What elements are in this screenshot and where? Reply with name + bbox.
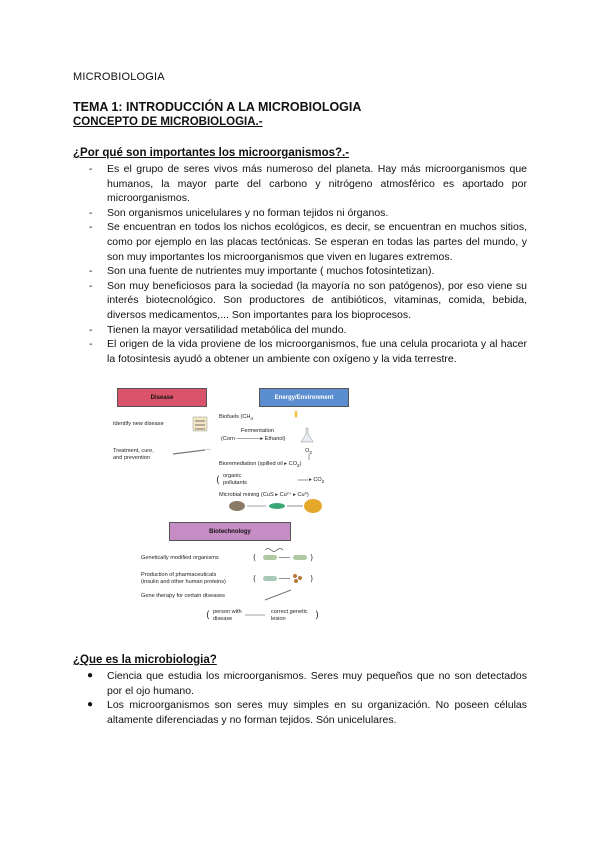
svg-text:): ) (315, 610, 319, 621)
list-item (73, 206, 527, 221)
person-with-disease-label: person with disease (213, 609, 242, 622)
bullet-mark: - (89, 323, 93, 336)
correct-lesion-label: correct genetic lesion (271, 609, 308, 622)
organic-co2-subscript: 2 (321, 479, 325, 485)
bullet-mark: - (89, 338, 93, 351)
list-item-text: Los microorganismos son seres muy simples en su organización. No poseen células altamente diferenciadas y no forman tejidos. Són unicelulares. (107, 699, 527, 726)
o2-text: O (305, 448, 310, 454)
cell-icon (263, 555, 277, 560)
fermentation-label: Fermentation (241, 428, 274, 434)
list-item (73, 323, 527, 338)
ore-rock-icon (229, 501, 245, 511)
bioremediation-label: Bioremediation (spilled oil ▸ $CO_2$) (219, 461, 302, 469)
list-item-text: El origen de la vida proviene de los microorganismos, fue una celula procariota y al hacer la fotosintesis ayudó a obtener un ambiente con oxígeno y la vida terrestre. (107, 338, 527, 365)
bullet-mark: - (89, 265, 93, 278)
biofuels-text: Biofuels (CH (219, 414, 251, 420)
importance-list (73, 162, 527, 366)
list-item-text: Se encuentran en todos los nichos ecológicos, es decir, se encuentran en muchos sitios, como por ejemplo en las placas tectónicas. Se esperan en todas las partes del mundo, y son muy importantes los microorganismos que viven en lugares extremos. (107, 221, 527, 263)
list-item-text: Son organismos unicelulares y no forman tejidos ni órganos. (107, 206, 389, 219)
definition-list (73, 669, 527, 727)
page-title: TEMA 1: INTRODUCCIÓN A LA MICROBIOLOGIA (73, 100, 362, 114)
o2-label (305, 448, 312, 457)
biofuels-subscript: 4 (250, 416, 253, 422)
copper-pile-icon (304, 499, 322, 513)
microbe-mat-icon (269, 503, 285, 509)
bullet-mark: ● (87, 699, 94, 711)
corn-ethanol-label: (Corn ──────▸ Ethanol) (221, 436, 286, 442)
syringe-icon (173, 450, 205, 454)
bioremediation-subscript: 2 (297, 463, 300, 469)
svg-text:(: ( (206, 610, 210, 621)
list-item (73, 337, 527, 366)
document-label: MICROBIOLOGIA (73, 71, 165, 83)
dna-icon (265, 549, 283, 552)
list-item (73, 698, 527, 727)
list-item (73, 264, 527, 279)
bullet-mark: - (89, 206, 93, 219)
list-item-text: Son muy beneficiosos para la sociedad (la mayoría no son patógenos), por eso viene su interés biotecnológico. Son productores de antibióticos, vitaminas, comida, bebida, diversos medicamentos,... Son importantes para los bioprocesos. (107, 279, 527, 321)
protein-icon (293, 574, 297, 578)
list-item-text: Son una fuente de nutrientes muy importante ( muchos fotosintetizan). (107, 265, 435, 278)
list-item (73, 279, 527, 323)
bullet-mark: - (89, 163, 93, 175)
svg-text:(: ( (253, 553, 257, 562)
organic-pollutants-label: organic pollutants (223, 473, 247, 486)
o2-subscript: 2 (309, 450, 312, 456)
section-heading-importance: ¿Por qué son importantes los microorganismos?.- (73, 147, 350, 159)
flask-icon (301, 428, 313, 442)
svg-text:): ) (310, 574, 314, 583)
disease-box: Disease (117, 388, 207, 407)
treatment-label: Treatment, cure, and prevention (113, 448, 154, 461)
energy-environment-box: Energy/Environment (259, 388, 349, 407)
list-item-text: Tienen la mayor versatilidad metabólica del mundo. (107, 323, 347, 336)
bullet-mark: - (89, 279, 93, 292)
biotechnology-box: Biotechnology (169, 522, 291, 541)
list-item (73, 220, 527, 264)
gmo-label: Genetically modified organisms (141, 555, 219, 561)
section-heading-what-is: ¿Que es la microbiologia? (73, 654, 217, 666)
pharmaceuticals-label: Production of pharmaceuticals (insulin and other human proteins) (141, 572, 226, 585)
microbial-mining-label: Microbial mining (CuS ▸ Cu²⁺ ▸ Cu⁰) (219, 492, 309, 498)
gene-syringe-icon (265, 590, 291, 600)
list-item-text: Ciencia que estudia los microorganismos. Seres muy pequeños que no son detectados por el ojo humano. (107, 670, 527, 697)
svg-text:(: ( (253, 574, 257, 583)
biofuels-label (219, 414, 253, 423)
list-item-text: Es el grupo de seres vivos más numeroso del planeta. Hay más microorganismos que humanos, la mayor parte del carbono y nitrógeno atmosférico es aportado por microorganismos. (107, 163, 527, 205)
bullet-mark: ● (87, 670, 94, 681)
organic-co2-label (309, 477, 324, 486)
gene-therapy-label: Gene therapy for certain diseases (141, 593, 225, 599)
organic-co2-text: ▸ CO (309, 477, 322, 483)
bioremediation-text: Bioremediation (spilled oil ▸ CO (219, 461, 298, 467)
microbiology-applications-figure (113, 382, 351, 632)
svg-text:): ) (310, 553, 314, 562)
list-item (73, 669, 527, 698)
svg-text:(: ( (216, 475, 220, 486)
list-item (73, 162, 527, 206)
bullet-mark: - (89, 221, 93, 234)
identify-label: Identify new disease (113, 421, 164, 427)
section-subtitle: CONCEPTO DE MICROBIOLOGIA.- (73, 116, 263, 128)
fuel-drop-icon (295, 410, 298, 418)
